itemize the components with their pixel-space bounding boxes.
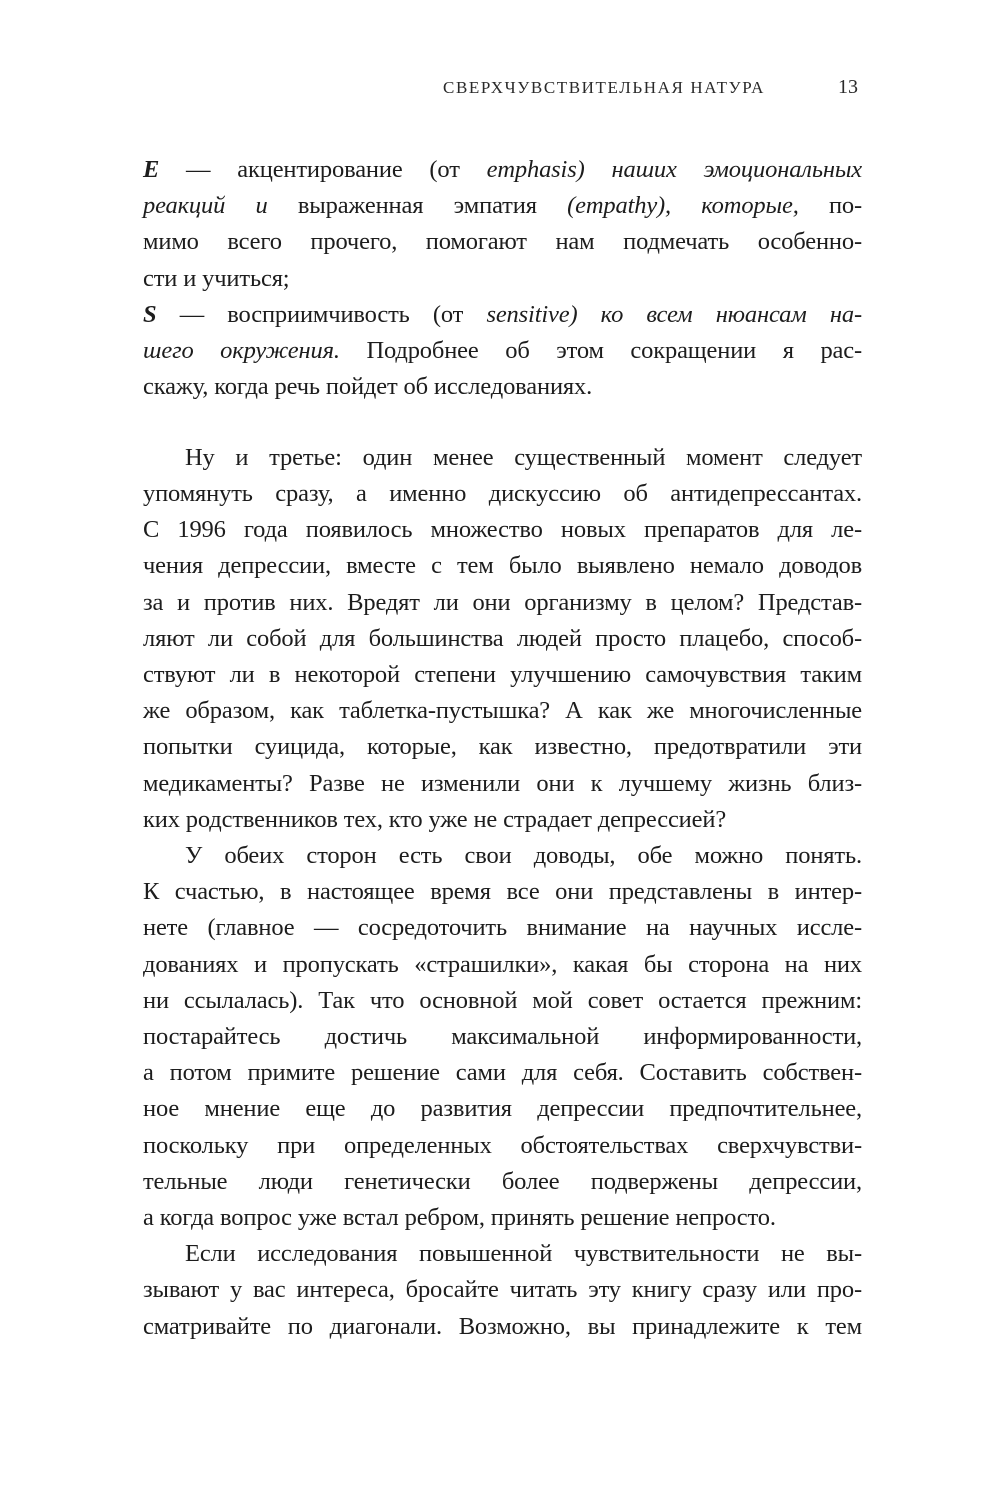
text-line	[143, 264, 862, 294]
text-line	[143, 1312, 862, 1342]
text-line	[143, 588, 862, 618]
text-line	[143, 1058, 862, 1088]
text-run: за и против них. Вредят ли они организму в целом? Представ-	[143, 588, 862, 616]
text-run: ких родственников тех, кто уже не страдает депрессией?	[143, 805, 727, 833]
page-number: 13	[838, 76, 858, 98]
text-line	[185, 1239, 862, 1269]
bold-term: S	[143, 300, 157, 328]
text-run: ствуют ли в некоторой степени улучшению самочувствия таким	[143, 660, 862, 688]
text-run: зывают у вас интереса, бросайте читать эту книгу сразу или про-	[143, 1276, 862, 1304]
text-line	[143, 300, 862, 330]
text-run: а потом примите решение сами для себя. Составить собствен-	[143, 1059, 862, 1087]
italic-text: (empathy), которые,	[567, 192, 799, 220]
text-run: ни ссылалась). Так что основной мой совет остается прежним:	[143, 986, 862, 1014]
text-line	[143, 1131, 862, 1161]
text-run: нете (главное — сосредоточить внимание на научных иссле-	[143, 914, 862, 942]
text-run: скажу, когда речь пойдет об исследованиях.	[143, 373, 593, 401]
text-run: тельные люди генетически более подвержены депрессии,	[143, 1167, 862, 1195]
text-line	[143, 336, 862, 366]
text-line	[143, 769, 862, 799]
text-line	[143, 805, 862, 835]
text-line	[143, 624, 862, 654]
text-line	[143, 660, 862, 690]
text-run: чения депрессии, вместе с тем было выявлено немало доводов	[143, 552, 862, 580]
text-run: — восприимчивость (от	[156, 300, 487, 328]
text-run: по-	[798, 192, 863, 220]
text-line	[143, 732, 862, 762]
text-line	[143, 1167, 862, 1197]
text-run: Подробнее об этом сокращении я рас-	[339, 337, 862, 364]
bold-term: E	[143, 156, 160, 183]
italic-text: emphasis) наших эмоциональных	[486, 156, 862, 183]
text-run: а когда вопрос уже встал ребром, принять решение непросто.	[143, 1203, 776, 1231]
text-line	[143, 372, 862, 402]
text-run: сти и учиться;	[143, 264, 290, 292]
text-line	[143, 227, 862, 257]
text-line	[143, 696, 862, 726]
text-run: сматривайте по диагонали. Возможно, вы принадлежите к тем	[143, 1312, 862, 1340]
text-line	[143, 1094, 862, 1124]
text-line	[143, 479, 862, 509]
text-run: ное мнение еще до развития депрессии предпочтительнее,	[143, 1095, 862, 1123]
text-run: мимо всего прочего, помогают нам подмечать особенно-	[143, 228, 862, 256]
text-run: К счастью, в настоящее время все они представлены в интер-	[143, 878, 862, 906]
text-line	[143, 1022, 862, 1052]
text-line	[185, 443, 862, 473]
text-run: У обеих сторон есть свои доводы, обе можно понять.	[185, 841, 862, 869]
text-run: ляют ли собой для большинства людей просто плацебо, способ-	[143, 624, 862, 652]
italic-text: реакций и	[143, 192, 268, 220]
text-run: попытки суицида, которые, как известно, предотвратили эти	[143, 733, 862, 761]
text-run: упомянуть сразу, а именно дискуссию об антидепрессантах.	[143, 479, 862, 507]
text-run: медикаменты? Разве не изменили они к лучшему жизнь близ-	[143, 769, 862, 797]
text-line	[143, 155, 862, 185]
text-run: выраженная эмпатия	[267, 192, 568, 220]
text-line	[143, 515, 862, 545]
text-run: постарайтесь достичь максимальной информированности,	[143, 1022, 862, 1050]
text-run: Ну и третье: один менее существенный момент следует	[185, 443, 862, 471]
text-line	[143, 986, 862, 1016]
text-line	[143, 1203, 862, 1233]
italic-text: sensitive) ко всем нюансам на-	[486, 300, 862, 328]
text-line	[143, 1275, 862, 1305]
text-line	[143, 551, 862, 581]
text-line	[143, 950, 862, 980]
text-line	[143, 913, 862, 943]
text-run: же образом, как таблетка-пустышка? А как же многочисленные	[143, 697, 862, 725]
italic-text: шего окружения.	[143, 337, 340, 364]
text-run: Если исследования повышенной чувствительности не вы-	[185, 1240, 862, 1268]
text-line	[143, 877, 862, 907]
running-head: СВЕРХЧУВСТВИТЕЛЬНАЯ НАТУРА	[443, 78, 765, 97]
text-run: дованиях и пропускать «страшилки», какая бы сторона на них	[143, 950, 862, 978]
text-run: поскольку при определенных обстоятельствах сверхчувстви-	[143, 1131, 862, 1159]
text-line	[185, 841, 862, 871]
text-run: С 1996 года появилось множество новых препаратов для ле-	[143, 516, 862, 544]
text-run: — акцентирование (от	[159, 156, 487, 183]
text-line	[143, 191, 862, 221]
